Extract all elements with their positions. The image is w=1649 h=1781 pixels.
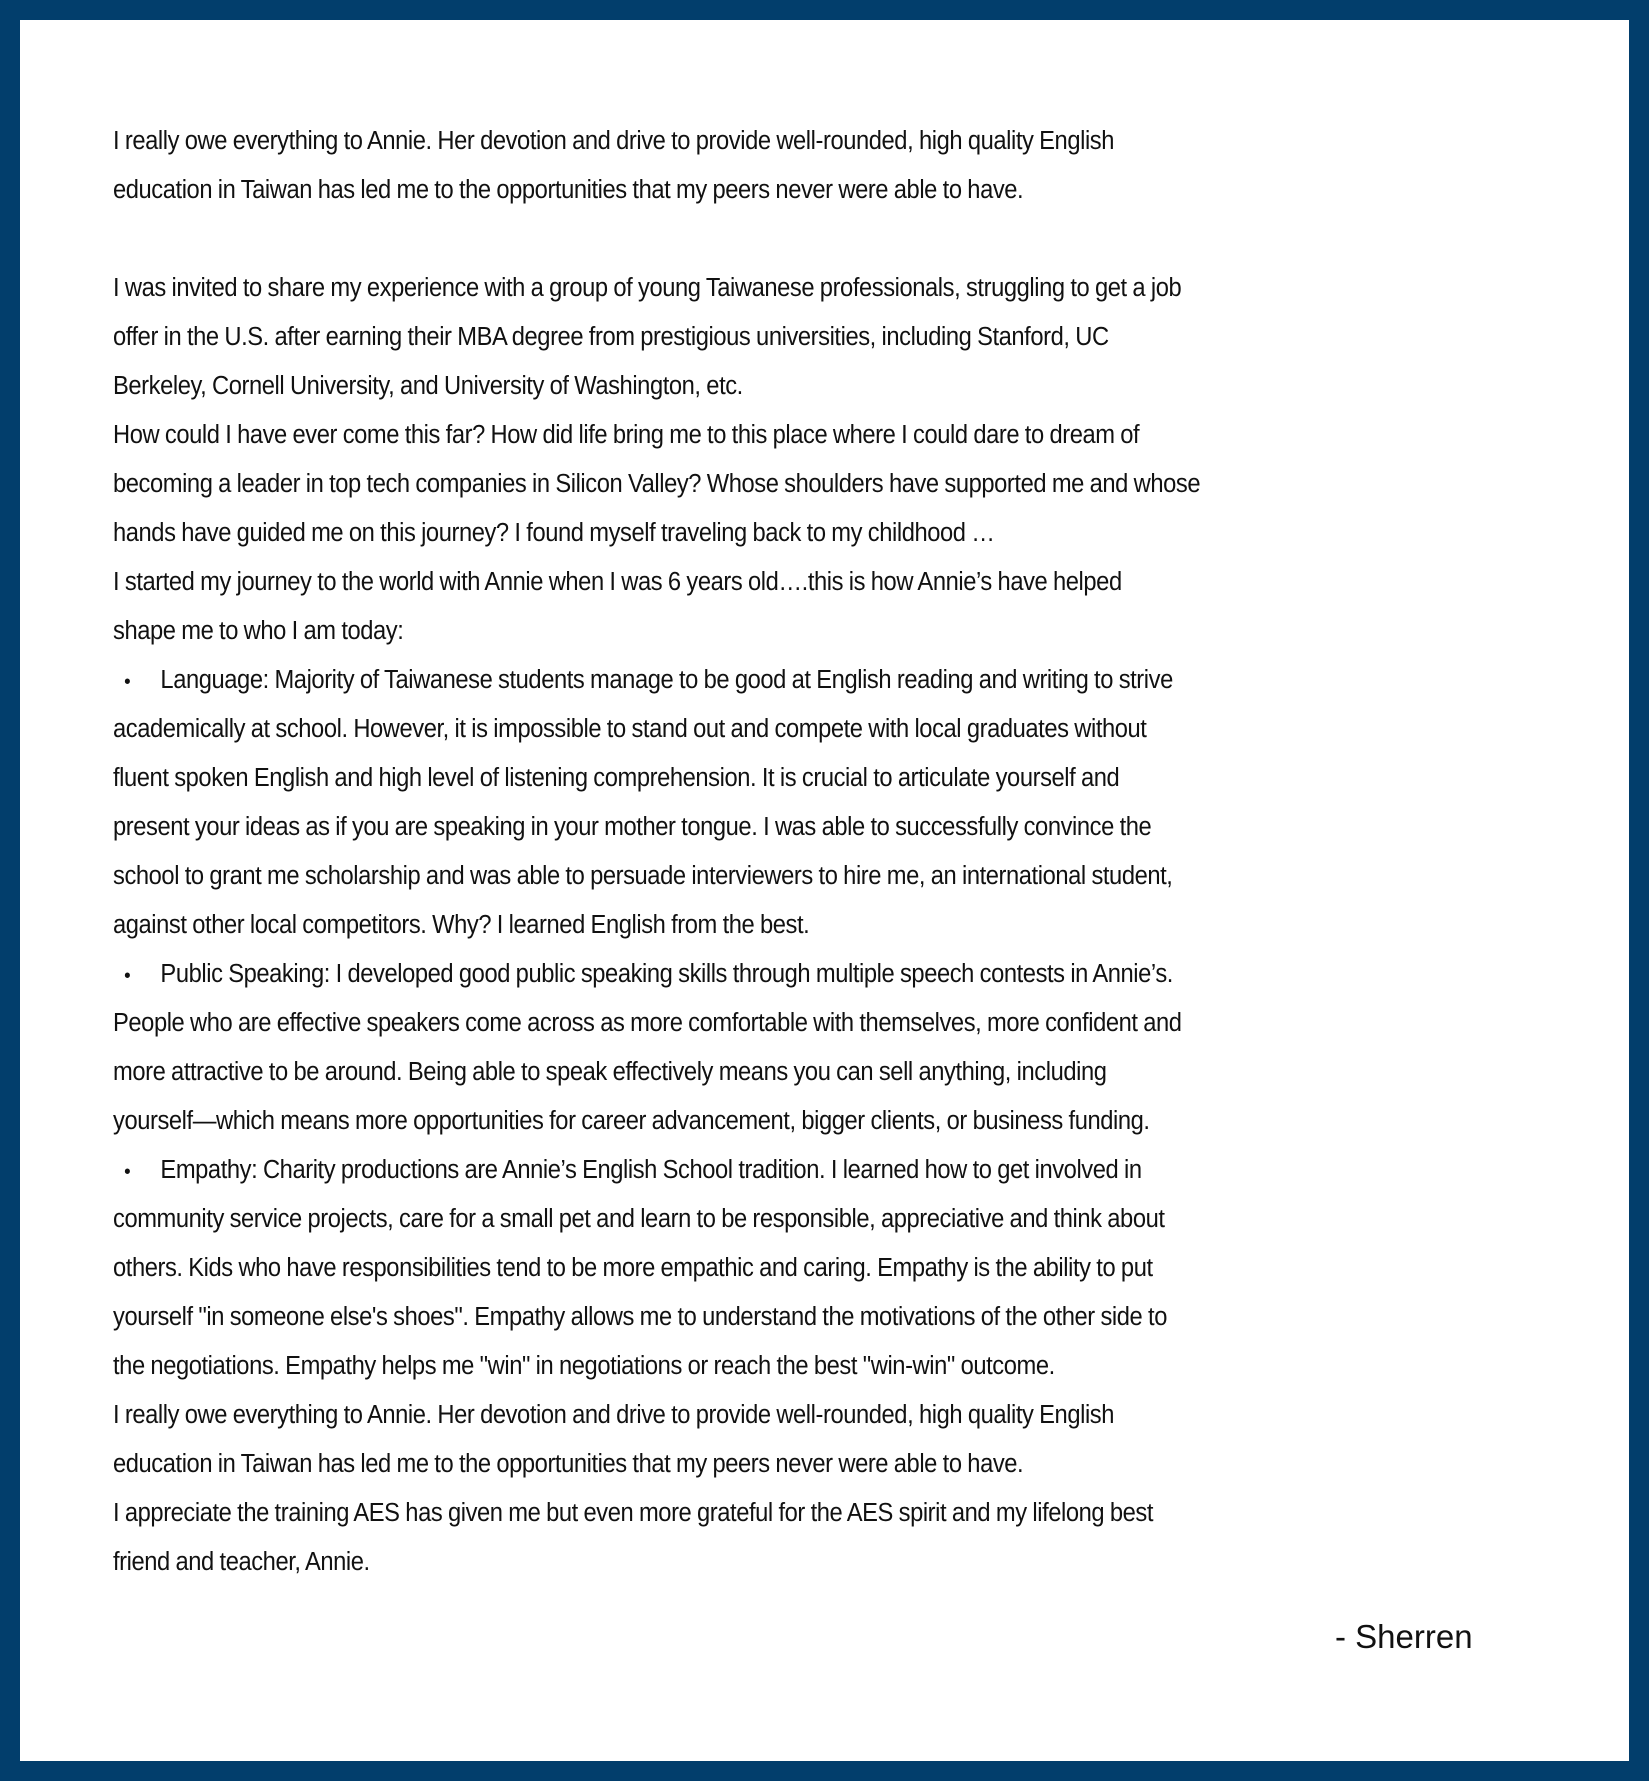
paragraph-invitation <box>113 264 1573 411</box>
text-line <box>113 656 1471 705</box>
bullet-item-language <box>113 656 1573 950</box>
letter-body <box>113 117 1573 1587</box>
text-line: hands have guided me on this journey? I found myself traveling back to my childhood … <box>113 519 995 547</box>
text-line: I was invited to share my experience with a group of young Taiwanese professionals, struggling to get a job <box>113 274 1182 302</box>
text-line: I really owe everything to Annie. Her devotion and drive to provide well-rounded, high quality English <box>113 1401 1115 1429</box>
text-line: community service projects, care for a small pet and learn to be responsible, appreciative and think about <box>113 1205 1165 1233</box>
text-line: How could I have ever come this far? How did life bring me to this place where I could dare to dream of <box>113 421 1140 449</box>
paragraph-reflection <box>113 411 1573 558</box>
text-line: education in Taiwan has led me to the opportunities that my peers never were able to have. <box>113 1450 1024 1478</box>
text-line: becoming a leader in top tech companies in Silicon Valley? Whose shoulders have supported me and whose <box>113 470 1201 498</box>
paragraph-closing <box>113 1391 1573 1489</box>
text-line: I really owe everything to Annie. Her devotion and drive to provide well-rounded, high quality English <box>113 127 1115 155</box>
bullet-text: Empathy: Charity productions are Annie’s English School tradition. I learned how to get involved in <box>160 1156 1142 1184</box>
document-page <box>20 20 1629 1761</box>
text-line <box>113 1146 1471 1195</box>
text-line: present your ideas as if you are speaking in your mother tongue. I was able to successfully convince the <box>113 813 1152 841</box>
text-line: others. Kids who have responsibilities tend to be more empathic and caring. Empathy is the ability to put <box>113 1254 1153 1282</box>
text-line: academically at school. However, it is impossible to stand out and compete with local graduates without <box>113 715 1147 743</box>
text-line <box>113 950 1471 999</box>
bullet-item-empathy <box>113 1146 1573 1391</box>
text-line: shape me to who I am today: <box>113 617 404 645</box>
bullet-item-public-speaking <box>113 950 1573 1146</box>
text-line: yourself—which means more opportunities for career advancement, bigger clients, or business funding. <box>113 1107 1150 1135</box>
bullet-icon: • <box>124 671 131 693</box>
paragraph-journey <box>113 558 1573 656</box>
bullet-text: Language: Majority of Taiwanese students manage to be good at English reading and writing to strive <box>160 666 1173 694</box>
text-line: more attractive to be around. Being able to speak effectively means you can sell anything, including <box>113 1058 1107 1086</box>
text-line: against other local competitors. Why? I learned English from the best. <box>113 911 810 939</box>
text-line: fluent spoken English and high level of listening comprehension. It is crucial to articulate yourself and <box>113 764 1120 792</box>
text-line: offer in the U.S. after earning their MBA degree from prestigious universities, including Stanford, UC <box>113 323 1109 351</box>
text-line: the negotiations. Empathy helps me "win" in negotiations or reach the best "win-win" outcome. <box>113 1352 1055 1380</box>
text-line: education in Taiwan has led me to the opportunities that my peers never were able to have. <box>113 176 1024 204</box>
bullet-icon: • <box>124 965 131 987</box>
paragraph-appreciation <box>113 1489 1573 1587</box>
text-line: school to grant me scholarship and was able to persuade interviewers to hire me, an international student, <box>113 862 1173 890</box>
text-line: Berkeley, Cornell University, and University of Washington, etc. <box>113 372 743 400</box>
text-line: yourself "in someone else's shoes". Empathy allows me to understand the motivations of the other side to <box>113 1303 1167 1331</box>
text-line: I started my journey to the world with Annie when I was 6 years old….this is how Annie’s have helped <box>113 568 1122 596</box>
text-line: friend and teacher, Annie. <box>113 1548 370 1576</box>
bullet-icon: • <box>124 1161 131 1183</box>
text-line: I appreciate the training AES has given me but even more grateful for the AES spirit and my lifelong best <box>113 1499 1154 1527</box>
bullet-text: Public Speaking: I developed good public speaking skills through multiple speech contests in Annie’s. <box>160 960 1173 988</box>
text-line: People who are effective speakers come across as more comfortable with themselves, more confident and <box>113 1009 1182 1037</box>
signature: - Sherren <box>1335 1618 1473 1655</box>
paragraph-opening <box>113 117 1573 215</box>
blank-line <box>113 215 1573 264</box>
